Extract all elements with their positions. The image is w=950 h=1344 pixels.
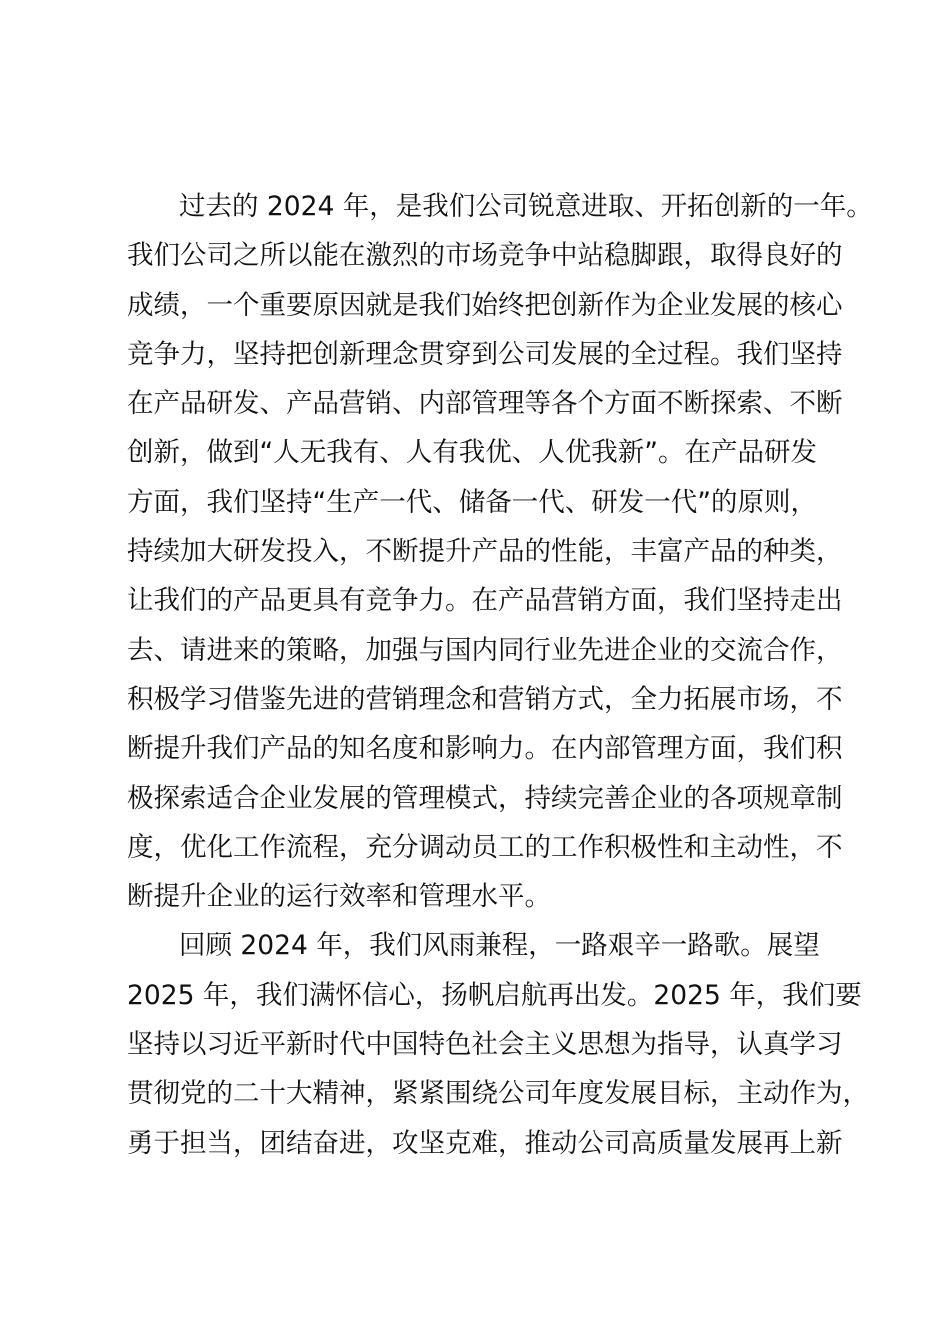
text-line: 持续加大研发投入，不断提升产品的性能，丰富产品的种类， bbox=[127, 536, 843, 568]
text-line: 2025 年，我们满怀信心，扬帆启航再出发。2025 年，我们要 bbox=[127, 979, 862, 1011]
text-line: 断提升我们产品的知名度和影响力。在内部管理方面，我们积 bbox=[127, 733, 843, 765]
text-line: 极探索适合企业发展的管理模式，持续完善企业的各项规章制 bbox=[127, 782, 843, 814]
text-line: 积极学习借鉴先进的营销理念和营销方式，全力拓展市场，不 bbox=[127, 683, 843, 715]
text-line: 创新，做到“人无我有、人有我优、人优我新”。在产品研发 bbox=[127, 437, 817, 469]
document-body bbox=[127, 182, 873, 1168]
text-line: 在产品研发、产品营销、内部管理等各个方面不断探索、不断 bbox=[127, 388, 843, 420]
text-line: 回顾 2024 年，我们风雨兼程，一路艰辛一路歌。展望 bbox=[179, 930, 820, 962]
text-line: 度，优化工作流程，充分调动员工的工作积极性和主动性，不 bbox=[127, 831, 843, 863]
paragraph-2 bbox=[127, 921, 869, 1167]
text-line: 断提升企业的运行效率和管理水平。 bbox=[127, 881, 551, 913]
text-line: 方面，我们坚持“生产一代、储备一代、研发一代”的原则， bbox=[127, 486, 817, 518]
text-line: 贯彻党的二十大精神，紧紧围绕公司年度发展目标，主动作为， bbox=[127, 1078, 869, 1110]
paragraph-1 bbox=[127, 182, 873, 921]
text-line: 让我们的产品更具有竞争力。在产品营销方面，我们坚持走出 bbox=[127, 585, 843, 617]
text-line: 竞争力，坚持把创新理念贯穿到公司发展的全过程。我们坚持 bbox=[127, 338, 843, 370]
text-line: 我们公司之所以能在激烈的市场竞争中站稳脚跟，取得良好的 bbox=[127, 240, 843, 272]
text-line: 坚持以习近平新时代中国特色社会主义思想为指导，认真学习 bbox=[127, 1029, 843, 1061]
text-line: 勇于担当，团结奋进，攻坚克难，推动公司高质量发展再上新 bbox=[127, 1127, 843, 1159]
text-line: 去、请进来的策略，加强与国内同行业先进企业的交流合作， bbox=[127, 634, 843, 666]
text-line: 过去的 2024 年，是我们公司锐意进取、开拓创新的一年。 bbox=[179, 191, 873, 222]
text-line: 成绩，一个重要原因就是我们始终把创新作为企业发展的核心 bbox=[127, 289, 843, 321]
